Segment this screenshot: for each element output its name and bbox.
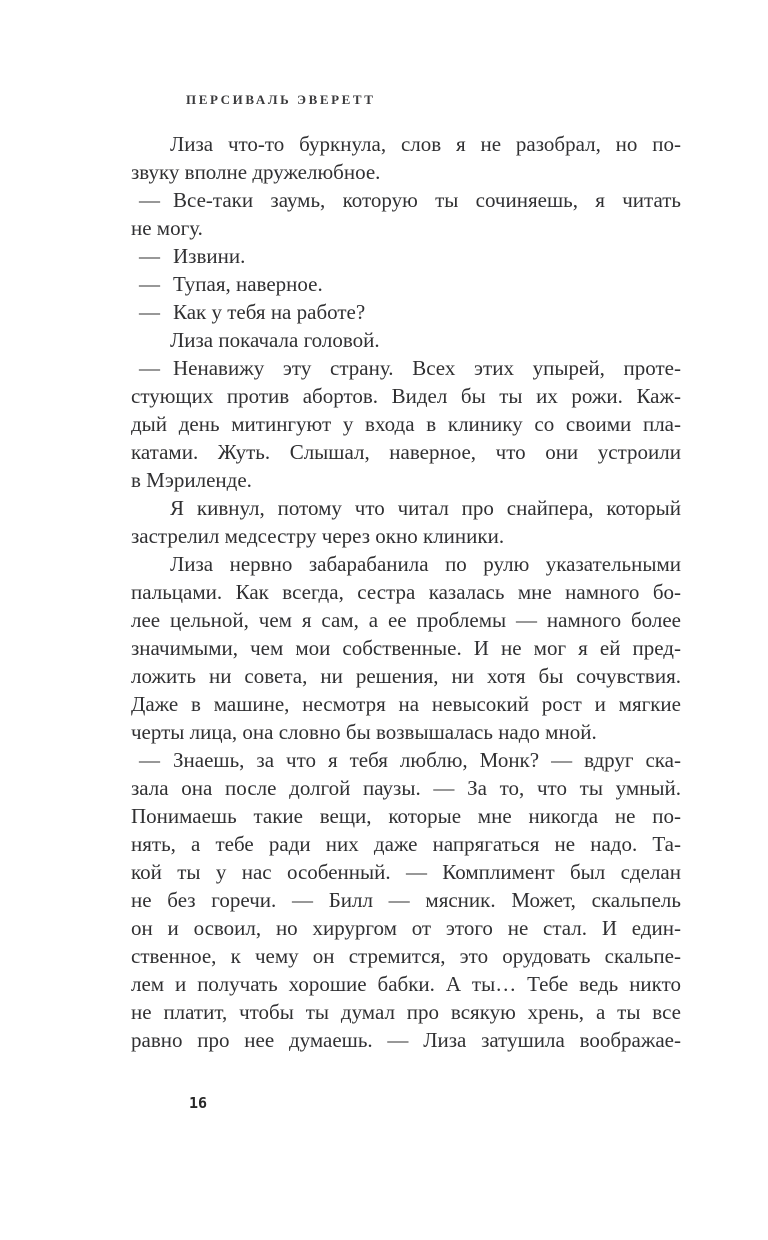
text-line: равно про нее думаешь. — Лиза затушила воображае- (131, 1028, 681, 1052)
text-line: Я кивнул, потому что читал про снайпера, который (170, 496, 681, 520)
text-line: зала она после долгой паузы. — За то, что ты умный. (131, 776, 681, 800)
text-line: не платит, чтобы ты думал про всякую хрень, а ты все (131, 1000, 681, 1024)
text-line: звуку вполне дружелюбное. (131, 160, 381, 184)
text-line: застрелил медсестру через окно клиники. (131, 524, 505, 548)
text-line: не без горечи. — Билл — мясник. Может, скальпель (131, 888, 681, 912)
text-line: в Мэриленде. (131, 468, 252, 492)
text-line: Даже в машине, несмотря на невысокий рост и мягкие (131, 692, 681, 716)
text-line: — Тупая, наверное. (139, 272, 323, 296)
running-header-author: ПЕРСИВАЛЬ ЭВЕРЕТТ (186, 92, 376, 107)
text-line: Понимаешь такие вещи, которые мне никогда не по- (131, 804, 681, 828)
text-line: не могу. (131, 216, 203, 240)
text-line: Лиза покачала головой. (170, 328, 380, 352)
text-line: — Как у тебя на работе? (139, 300, 366, 324)
text-line: стующих против абортов. Видел бы ты их рожи. Каж- (131, 384, 681, 408)
text-line: ложить ни совета, ни решения, ни хотя бы сочувствия. (131, 664, 681, 688)
dialogue-dash: — (139, 244, 160, 268)
text-line: черты лица, она словно бы возвышалась надо мной. (131, 720, 597, 744)
text-line: лее цельной, чем я сам, а ее проблемы — намного более (131, 608, 681, 632)
text-line: значимыми, чем мои собственные. И не мог я ей пред- (131, 636, 681, 660)
text-line: лем и получать хорошие бабки. А ты… Тебе ведь никто (131, 972, 681, 996)
text-line: — Все-таки заумь, которую ты сочиняешь, я читать (139, 188, 681, 212)
text-line: — Извини. (139, 244, 246, 268)
text-line: он и освоил, но хирургом от этого не стал. И един- (131, 916, 681, 940)
text-line: ственное, к чему он стремится, это орудовать скальпе- (131, 944, 681, 968)
text-line: — Знаешь, за что я тебя люблю, Монк? — вдруг ска- (139, 748, 681, 772)
text-line: дый день митингуют у входа в клинику со своими пла- (131, 412, 681, 436)
text-line: кой ты у нас особенный. — Комплимент был сделан (131, 860, 681, 884)
text-line: Лиза нервно забарабанила по рулю указательными (170, 552, 681, 576)
text-line: — Ненавижу эту страну. Всех этих упырей, проте- (139, 356, 681, 380)
dialogue-dash: — (139, 272, 160, 296)
dialogue-dash: — (139, 356, 160, 380)
body-text-block (131, 130, 681, 1054)
text-line: пальцами. Как всегда, сестра казалась мне намного бо- (131, 580, 681, 604)
dialogue-dash: — (139, 188, 160, 212)
text-line: нять, а тебе ради них даже напрягаться не надо. Та- (131, 832, 681, 856)
dialogue-dash: — (139, 300, 160, 324)
page-number: 16 (189, 1094, 208, 1112)
dialogue-dash: — (139, 748, 160, 772)
text-line: Лиза что-то буркнула, слов я не разобрал, но по- (170, 132, 681, 156)
text-line: катами. Жуть. Слышал, наверное, что они устроили (131, 440, 681, 464)
